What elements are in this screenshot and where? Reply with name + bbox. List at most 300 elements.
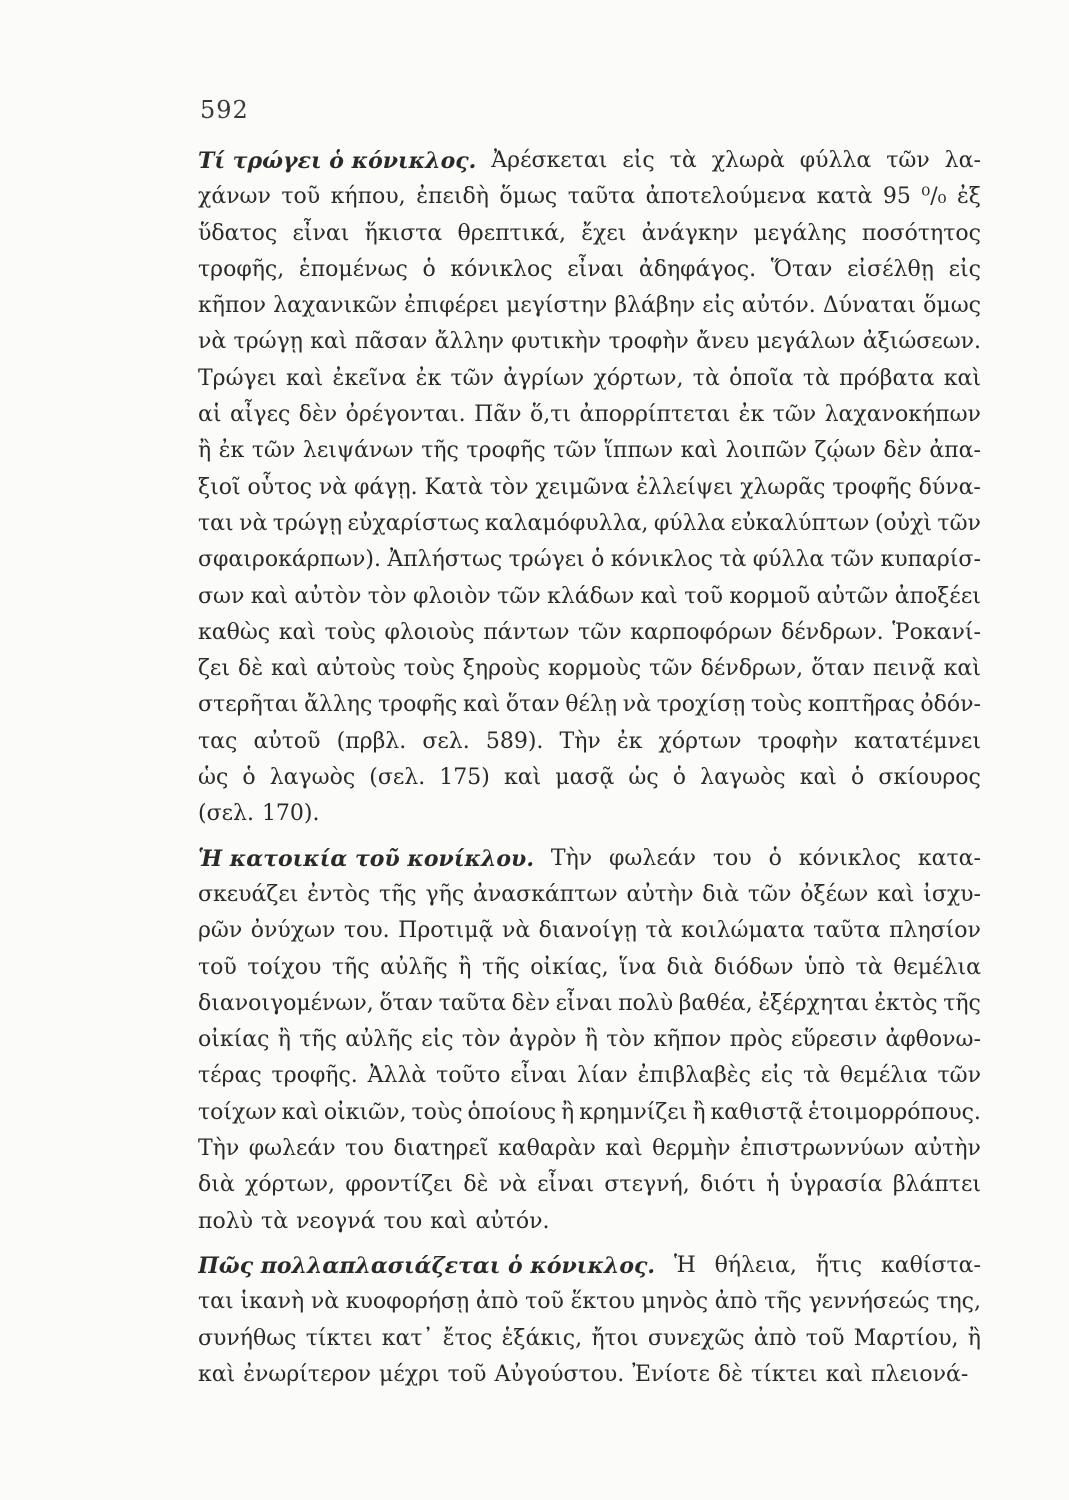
word: τοῦτο [436, 1063, 501, 1089]
word: τῆς [421, 438, 459, 464]
text-line [198, 397, 981, 433]
word: ἑτοιμορρόπους. [808, 1099, 981, 1125]
word: ρῶν [198, 918, 243, 944]
word: εἶναι [292, 220, 350, 246]
word: ἐκ [415, 365, 442, 391]
word: δὲ [717, 1361, 743, 1387]
word: καρποφόρων [630, 619, 773, 645]
word: γῆς [425, 881, 465, 907]
word: πρόβατα [839, 365, 935, 391]
word: τὰ [645, 918, 673, 944]
word: τροφὴν [608, 329, 689, 355]
word: (σελ. [198, 801, 254, 827]
word: τὰ [669, 148, 697, 173]
text-line [198, 1095, 981, 1131]
word: τῶν [772, 402, 817, 428]
word: φύλλα [653, 510, 726, 536]
word: καθίστα- [880, 1252, 981, 1278]
word: αὐτοῦ [253, 728, 321, 754]
word: ὁποίους [467, 1099, 557, 1125]
word: καὶ [877, 881, 915, 907]
word: ὅταν [811, 656, 865, 682]
word: διανοίγῃ [538, 918, 637, 944]
text-line [198, 1321, 981, 1357]
word: Ἀπλήστως [387, 547, 503, 573]
word: ταῦτα [438, 990, 506, 1016]
text-line [198, 986, 981, 1022]
word: θεμέλια [893, 954, 981, 980]
word: ἔτος [442, 1325, 493, 1351]
word: τὸν [489, 474, 529, 500]
paragraph-heading: Ἡ κατοικία τοῦ κονίκλου. [198, 845, 534, 872]
word: λοιπῶν [725, 438, 808, 464]
word: Αὐγούστου. [494, 1361, 625, 1387]
word: Τὴν [198, 1136, 240, 1162]
page-number: 592 [200, 96, 249, 124]
word: τροφῆς [832, 474, 912, 500]
word: χόρτων, [593, 365, 684, 391]
word: καὶ [825, 1361, 863, 1387]
word: δὲν [298, 402, 338, 428]
word: τροφῆς, [198, 256, 285, 282]
text-line [198, 1022, 981, 1058]
word: φωλεάν [609, 845, 696, 871]
word: ται [198, 510, 234, 536]
word: ἄνευ [696, 329, 750, 355]
word: τὰ [692, 365, 720, 391]
word: ξηροὺς [462, 656, 540, 682]
word: δένδρων, [700, 656, 804, 682]
text-line [198, 324, 981, 360]
word: φλοιὸν [412, 583, 491, 609]
word: (οὐχὶ [874, 510, 932, 536]
word: δὲν [511, 990, 551, 1016]
word: ταῦτα [567, 184, 636, 210]
word: κοπτῆρας [807, 692, 915, 718]
word: τὸν [461, 1027, 501, 1053]
word: ὅ,τι [529, 402, 572, 428]
word: εἰς [948, 256, 981, 282]
word: λειψάνων [302, 438, 414, 464]
text-line [198, 216, 981, 252]
word: ἢ [561, 1099, 575, 1125]
word: κατ᾽ [381, 1325, 434, 1351]
word: τῶν [649, 656, 693, 682]
word: του [345, 1136, 384, 1162]
word: τῆς [331, 954, 370, 980]
word: γεννήσεώς [808, 1289, 930, 1315]
word: ὕδατος [198, 220, 278, 246]
word: πολὺ [198, 1208, 254, 1234]
word: ὅταν [505, 692, 560, 718]
word: Ῥοκανί- [892, 619, 981, 645]
text-line [198, 433, 981, 469]
word: εἰς [421, 1027, 454, 1053]
word: βλάπτει [892, 1172, 981, 1198]
word: καὶ [286, 365, 324, 391]
word: ζῴων [814, 438, 876, 464]
word: νὰ [318, 474, 348, 500]
word: ἀφθονω- [885, 1027, 981, 1053]
word: ξιοῖ [198, 474, 241, 500]
word: λαγωὸς [269, 765, 356, 791]
word: νὰ [239, 510, 268, 536]
word: ται [198, 1289, 234, 1315]
word: χλωρὰ [711, 148, 785, 173]
word: κῆπον [653, 1027, 722, 1053]
word: ἐντὸς [307, 881, 371, 907]
word: καὶ [503, 765, 542, 791]
word: καὶ [271, 656, 309, 682]
word: Ὅταν [770, 256, 833, 282]
word: τῆς [378, 881, 417, 907]
word: καὶ [198, 1361, 236, 1387]
word: ἐπιβλαβὲς [637, 1063, 751, 1089]
word: νὰ [498, 1172, 527, 1198]
word: ἀνασκάπτων [472, 881, 618, 907]
word: τοὺς [403, 656, 455, 682]
word: ἐκ [738, 402, 765, 428]
word: φλοιοὺς [384, 619, 475, 645]
word: κοιλώματα [680, 918, 805, 944]
word: αἶγες [229, 402, 291, 428]
word: τῶν [747, 881, 792, 907]
word: φύλλα [752, 547, 825, 573]
word: τίκτει [750, 1361, 818, 1387]
word: πρὸς [729, 1027, 783, 1053]
word: εὐχαρίστως [347, 510, 480, 536]
word: ἐνωρίτερον [243, 1361, 372, 1387]
word: τροφὴν [757, 728, 838, 754]
word: τὰ [719, 547, 747, 573]
word: ζει [198, 656, 230, 682]
word: τίκτει [305, 1325, 373, 1351]
word: του [712, 845, 752, 871]
word: καὶ [640, 583, 678, 609]
word: νὰ [622, 692, 651, 718]
word: ⁰/₀ [921, 184, 947, 210]
word: Ἀλλὰ [367, 1063, 427, 1089]
word: καὶ [310, 329, 348, 355]
word: τὰ [802, 365, 830, 391]
word: θερμὴν [652, 1136, 731, 1162]
word: τοὺς [411, 1099, 463, 1125]
word: κορμοῦ [729, 583, 811, 609]
text-line [198, 841, 981, 877]
word: ἵππων [604, 438, 674, 464]
word: πλειονά- [870, 1361, 969, 1387]
word: τοῦ [525, 1289, 564, 1315]
text-line [198, 1284, 981, 1320]
word: εἰς [622, 148, 655, 173]
word: ταῦτα [813, 918, 881, 944]
word: διὰ [198, 1172, 235, 1198]
text-line [198, 1204, 981, 1240]
word: θεμέλια [839, 1063, 928, 1089]
word: τῶν [450, 365, 494, 391]
word: χόρτων, [245, 1172, 336, 1198]
word: φωλεάν [248, 1136, 336, 1162]
word: χλωρᾶς [740, 474, 826, 500]
text-line [198, 877, 981, 913]
word: εὐκαλύπτων [730, 510, 870, 536]
word: σφαιροκάρπων). [198, 547, 381, 573]
word: νεογνά [296, 1208, 376, 1234]
word: εἶναι [537, 1172, 595, 1198]
word: οἰκίας [198, 1027, 270, 1053]
word: τοὺς [750, 692, 803, 718]
word: ὑγρασία [789, 1172, 883, 1198]
word: φροντίζει [345, 1172, 454, 1198]
word: του [383, 1208, 423, 1234]
text-line [198, 288, 981, 324]
word: ἥκιστα [364, 220, 443, 246]
word: βλάβην [614, 293, 696, 319]
word: καθαρὰν [498, 1136, 596, 1162]
text-line [198, 179, 981, 215]
word: τὸν [367, 583, 407, 609]
word: Δύναται [822, 293, 917, 319]
word: Ἐνίοτε [632, 1361, 710, 1387]
word: ἢ [458, 954, 472, 980]
word: αὐτόν. [475, 1208, 550, 1234]
word: διότι [700, 1172, 756, 1198]
word: τας [198, 728, 238, 754]
word: ἡ [766, 1172, 780, 1198]
word: νὰ [198, 329, 227, 355]
word: νὰ [501, 918, 531, 944]
text-line [198, 579, 981, 615]
word: ἢ [692, 1099, 706, 1125]
word: τοῦ [805, 1325, 845, 1351]
word: τροφῆς. [271, 1063, 358, 1089]
word: στεγνή, [604, 1172, 690, 1198]
word: της, [936, 1289, 981, 1315]
word: συνεχῶς [647, 1325, 745, 1351]
word: αὐτὴν [626, 881, 694, 907]
word: στερῆται [198, 692, 299, 718]
word: ἑξάκις, [501, 1325, 583, 1351]
word: ἱκανὴ [240, 1289, 305, 1315]
word: αὐτοὺς [316, 656, 396, 682]
word: συνήθως [198, 1325, 297, 1351]
word: ἐπειδὴ [416, 184, 489, 210]
word: ἄλλης [304, 692, 373, 718]
word: καὶ [250, 583, 288, 609]
text-line [198, 760, 981, 796]
word: εἶναι [555, 990, 613, 1016]
word: χόρτων [658, 728, 742, 754]
word: ἐκτὸς [874, 990, 938, 1016]
word: λαγωὸς [700, 765, 786, 791]
word: ἀποτελούμενα [645, 184, 807, 210]
word: ἥτις [815, 1252, 863, 1278]
word: εὕρεσιν [790, 1027, 878, 1053]
word: καθιστᾷ [710, 1099, 804, 1125]
word: καὶ [462, 692, 501, 718]
text-line [198, 1058, 981, 1094]
word: αὐτῶν [816, 583, 889, 609]
word: Ἡ [673, 1252, 696, 1278]
word: ἐκ [218, 438, 245, 464]
word: κῆπον [198, 293, 267, 319]
word: ἐπιστρωννύων [740, 1136, 905, 1162]
word: αὐλῆς [380, 954, 448, 980]
word: κόνικλος [610, 547, 714, 573]
word: ὁ [242, 765, 256, 791]
word: πλησίον [889, 918, 981, 944]
word: ὡς [628, 765, 659, 791]
word: αὐτόν. [741, 293, 816, 319]
word: Τὴν [559, 728, 601, 754]
word: κορμοὺς [547, 656, 642, 682]
word: φυτικὴν [511, 329, 602, 355]
word: θήλεια, [714, 1252, 797, 1278]
word: καὶ [430, 1208, 468, 1234]
word: κρημνίζει [579, 1099, 688, 1125]
word: τὰ [855, 954, 883, 980]
word: κατὰ [816, 184, 873, 210]
word: βαθέα, [678, 990, 753, 1016]
word: καὶ [680, 438, 718, 464]
word: ἀπὸ [753, 1325, 797, 1351]
word: κόνικλος [450, 256, 553, 282]
word: ποσότητος [861, 220, 981, 246]
word: 589). [485, 728, 544, 754]
word: ὁ [591, 547, 605, 573]
word: ὡς [198, 765, 229, 791]
word: καθὼς [198, 619, 271, 645]
word: τῆς [482, 954, 520, 980]
word: τροφῆς [378, 692, 458, 718]
word: Προτιμᾷ [398, 918, 494, 944]
text-line [198, 1357, 981, 1393]
word: 95 [882, 184, 911, 210]
word: Μαρτίου, [853, 1325, 959, 1351]
word: ὀξέων [800, 881, 869, 907]
word: ἀγρίων [503, 365, 585, 391]
word: κατα- [917, 845, 981, 871]
word: ὁποῖα [729, 365, 794, 391]
word: ὁ [768, 845, 782, 871]
word: δὲ [237, 656, 264, 682]
word: τρώγῃ [272, 510, 343, 536]
word: καὶ [278, 619, 317, 645]
word: ἐκ [616, 728, 643, 754]
word: Ἀρέσκεται [491, 148, 608, 173]
text-line [198, 687, 981, 723]
word: μεγίστην [506, 293, 608, 319]
text-line [198, 542, 981, 578]
word: τοῦ [198, 954, 237, 980]
word: εἰσέλθῃ [847, 256, 934, 282]
word: ὅμως [923, 293, 981, 319]
word: οὗτος [247, 474, 312, 500]
word: διὰ [666, 954, 704, 980]
word: φάγῃ. [353, 474, 418, 500]
word: ἀδηφάγος. [638, 256, 757, 282]
word: τῶν [553, 438, 597, 464]
text-line [198, 1131, 981, 1167]
word: Τὴν [550, 845, 593, 871]
word: ἐπιφέρει [404, 293, 499, 319]
word: τέρας [198, 1063, 262, 1089]
word: μηνὸς [641, 1289, 709, 1315]
word: τοίχων [198, 1099, 277, 1125]
word: δὲ [463, 1172, 489, 1198]
word: σελ. [422, 728, 470, 754]
word: λαχανοκήπων [824, 402, 981, 428]
word: διανοιγομένων, [198, 990, 374, 1016]
word: κυοφορήσῃ [345, 1289, 470, 1315]
word: εἰς [702, 293, 735, 319]
word: λαχανικῶν [273, 293, 398, 319]
word: τοῦ [684, 583, 723, 609]
word: καὶ [799, 765, 837, 791]
word: ὁ [851, 765, 865, 791]
word: ὅμως [499, 184, 558, 210]
word: οἰκίας, [530, 954, 609, 980]
text-line [198, 252, 981, 288]
word: ἐκεῖνα [332, 365, 407, 391]
word: ἀποξέει [894, 583, 981, 609]
text-line [198, 1167, 981, 1203]
word: ἐξέρχηται [758, 990, 869, 1016]
text-line [198, 506, 981, 542]
word: ἔχει [581, 220, 627, 246]
word: ὀνύχων [250, 918, 336, 944]
word: Πᾶν [474, 402, 522, 428]
word: ἀξιώσεων. [862, 329, 981, 355]
word: ἢ [198, 438, 212, 464]
word: εἰς [760, 1063, 794, 1089]
word: ἵνα [619, 954, 657, 980]
word: σκίουρος [878, 765, 981, 791]
text-line [198, 361, 981, 397]
word: αἱ [198, 402, 222, 428]
word: διόδων [713, 954, 794, 980]
word: ἀνάγκην [641, 220, 739, 246]
word: τῆς [943, 990, 981, 1016]
word: ὑπὸ [804, 954, 846, 980]
text-line [198, 913, 981, 949]
word: μεγάλων [756, 329, 856, 355]
word: λίαν [576, 1063, 628, 1089]
paragraph-gap [198, 833, 981, 841]
word: ἀπορρίπτεται [579, 402, 731, 428]
word: οἰκιῶν, [323, 1099, 407, 1125]
word: καὶ [605, 1136, 643, 1162]
word: Τρώγει [198, 365, 277, 391]
word: καὶ [943, 365, 981, 391]
word: νὰ [310, 1289, 340, 1315]
word: κλάδων [547, 583, 635, 609]
word: σων [198, 583, 245, 609]
text-line [198, 724, 981, 760]
word: πολὺ [618, 990, 674, 1016]
word: ὁ [422, 256, 436, 282]
word: ἢ [277, 1027, 291, 1053]
word: ἀπα- [929, 438, 981, 464]
page-text [198, 143, 981, 1393]
word: ἤτοι [591, 1325, 639, 1351]
word: (πρβλ. [336, 728, 407, 754]
word: χάνων [198, 184, 271, 210]
word: τρώγῃ [233, 329, 303, 355]
text-line [198, 651, 981, 687]
text-line [198, 470, 981, 506]
word: αὐλῆς [345, 1027, 413, 1053]
